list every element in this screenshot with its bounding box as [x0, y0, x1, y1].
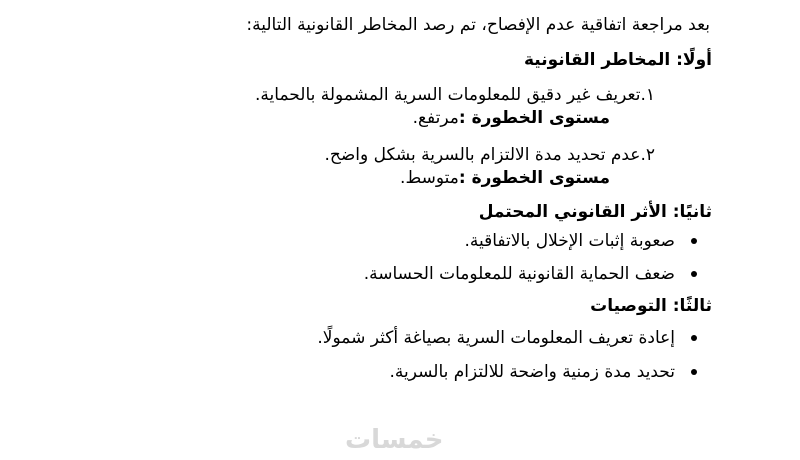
risk-level-value: مرتفع. — [412, 108, 459, 128]
risk-level-label: مستوى الخطورة : — [458, 168, 610, 188]
bullet-icon — [691, 271, 697, 277]
bullet-icon — [691, 238, 697, 244]
intro-text: بعد مراجعة اتفاقية عدم الإفصاح، تم رصد المخاطر القانونية التالية: — [246, 15, 710, 35]
risk-item-1: ١.تعريف غير دقيق للمعلومات السرية المشمولة بالحماية. — [255, 85, 655, 105]
bullet-text: صعوبة إثبات الإخلال بالاتفاقية. — [464, 231, 675, 251]
risk-item-2-level — [400, 167, 610, 189]
bullet-text: إعادة تعريف المعلومات السرية بصياغة أكثر شمولًا. — [317, 328, 675, 348]
risk-level-label: مستوى الخطورة : — [458, 108, 610, 128]
bullet-text: تحديد مدة زمنية واضحة للالتزام بالسرية. — [389, 362, 675, 382]
list-item — [389, 361, 697, 383]
bullet-icon — [691, 369, 697, 375]
section3-heading: ثالثًا: التوصيات — [590, 296, 712, 316]
bullet-icon — [691, 335, 697, 341]
bullet-text: ضعف الحماية القانونية للمعلومات الحساسة. — [363, 264, 675, 284]
watermark-logo: خمسات — [345, 425, 444, 455]
list-item — [317, 327, 697, 349]
risk-item-1-level — [413, 107, 610, 129]
risk-level-value: متوسط. — [400, 168, 459, 188]
risk-item-2: ٢.عدم تحديد مدة الالتزام بالسرية بشكل واضح. — [324, 145, 655, 165]
section1-heading: أولًا: المخاطر القانونية — [523, 50, 712, 70]
list-item — [464, 230, 697, 252]
list-item — [364, 263, 697, 285]
section2-heading: ثانيًا: الأثر القانوني المحتمل — [478, 202, 712, 222]
